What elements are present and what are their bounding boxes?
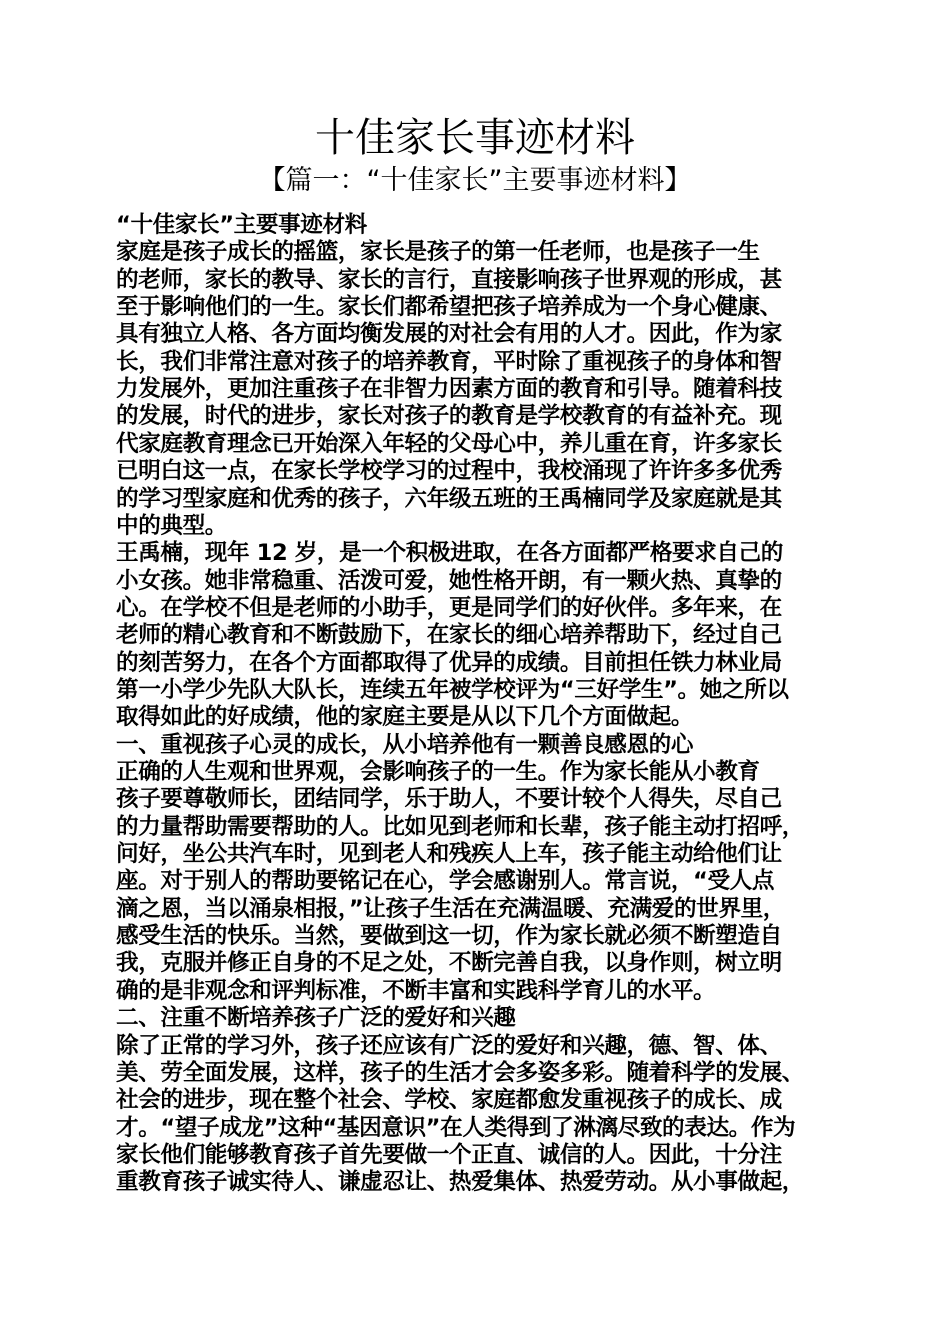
body-text-line: 正确的人生观和世界观，会影响孩子的一生。作为家长能从小教育 xyxy=(116,759,760,785)
body-text-line: 第一小学少先队大队长，连续五年被学校评为“三好学生”。她之所以 xyxy=(116,676,789,703)
body-text-line: 小女孩。她非常稳重、活泼可爱，她性格开朗，有一颗火热、真挚的 xyxy=(116,567,782,594)
body-text-line: 确的是非观念和评判标准，不断丰富和实践科学育儿的水平。 xyxy=(116,977,716,1004)
body-text-line: 代家庭教育理念已开始深入年轻的父母心中，养儿重在育，许多家长 xyxy=(116,430,782,457)
body-text-line: 的刻苦努力，在各个方面都取得了优异的成绩。目前担任铁力林业局 xyxy=(116,649,782,676)
body-text-line: 王禹楠，现年 12 岁，是一个积极进取，在各方面都严格要求自己的 xyxy=(116,540,783,567)
body-text-line: 中的典型。 xyxy=(116,512,227,539)
document-subtitle: 【篇一：“十佳家长”主要事迹材料】 xyxy=(258,165,692,196)
body-text-line: 滴之恩，当以涌泉相报，”让孩子生活在充满温暖、充满爱的世界里， xyxy=(116,895,785,922)
body-text-line: 取得如此的好成绩，他的家庭主要是从以下几个方面做起。 xyxy=(116,704,694,731)
body-text-line: 老师的精心教育和不断鼓励下，在家长的细心培养帮助下，经过自己 xyxy=(116,622,782,649)
document-title: 十佳家长事迹材料 xyxy=(315,115,635,161)
body-text-line: 一、重视孩子心灵的成长，从小培养他有一颗善良感恩的心 xyxy=(116,731,694,758)
body-text-line: 至于影响他们的一生。家长们都希望把孩子培养成为一个身心健康、 xyxy=(116,294,782,321)
body-text-line: 的老师，家长的教导、家长的言行，直接影响孩子世界观的形成，甚 xyxy=(116,266,782,293)
body-text-line: 感受生活的快乐。当然，要做到这一切，作为家长就必须不断塑造自 xyxy=(116,923,782,950)
body-text-line: 家庭是孩子成长的摇篮，家长是孩子的第一任老师，也是孩子一生 xyxy=(116,239,760,266)
body-text-line: 孩子要尊敬师长，团结同学，乐于助人，不要计较个人得失，尽自己 xyxy=(116,786,782,813)
body-text-line: 心。在学校不但是老师的小助手，更是同学们的好伙伴。多年来，在 xyxy=(116,594,782,621)
body-text-line: 力发展外，更加注重孩子在非智力因素方面的教育和引导。随着科技 xyxy=(116,376,782,403)
body-text-line: 重教育孩子诚实待人、谦虚忍让、热爱集体、热爱劳动。从小事做起， xyxy=(116,1169,805,1196)
body-text-line: 具有独立人格、各方面均衡发展的对社会有用的人才。因此，作为家 xyxy=(116,321,782,348)
body-text-line: 我，克服并修正自身的不足之处，不断完善自我，以身作则，树立明 xyxy=(116,950,782,977)
body-text-line: 的力量帮助需要帮助的人。比如见到老师和长辈，孩子能主动打招呼， xyxy=(116,813,805,840)
body-text-line: 美、劳全面发展，这样，孩子的生活才会多姿多彩。随着科学的发展、 xyxy=(116,1059,805,1086)
body-text-line: 问好，坐公共汽车时，见到老人和残疾人上车，孩子能主动给他们让 xyxy=(116,841,782,868)
body-text-line: 才。“望子成龙”这种“基因意识”在人类得到了淋漓尽致的表达。作为 xyxy=(116,1114,796,1141)
body-text-line: 已明白这一点，在家长学校学习的过程中，我校涌现了许许多多优秀 xyxy=(116,458,782,485)
body-text-line: 社会的进步，现在整个社会、学校、家庭都愈发重视孩子的成长、成 xyxy=(116,1087,782,1114)
body-text-line: 长，我们非常注意对孩子的培养教育，平时除了重视孩子的身体和智 xyxy=(116,348,782,375)
body-text-line: 家长他们能够教育孩子首先要做一个正直、诚信的人。因此，十分注 xyxy=(116,1141,782,1168)
body-text-line: 的学习型家庭和优秀的孩子，六年级五班的王禹楠同学及家庭就是其 xyxy=(116,485,782,512)
body-text-line: 二、注重不断培养孩子广泛的爱好和兴趣 xyxy=(116,1005,516,1032)
body-text-line: 座。对于别人的帮助要铭记在心，学会感谢别人。常言说，“受人点 xyxy=(116,868,775,895)
body-text-line: “十佳家长”主要事迹材料 xyxy=(116,212,367,238)
body-text-line: 的发展，时代的进步，家长对孩子的教育是学校教育的有益补充。现 xyxy=(116,403,782,430)
body-text-line: 除了正常的学习外，孩子还应该有广泛的爱好和兴趣，德、智、体、 xyxy=(116,1032,782,1059)
